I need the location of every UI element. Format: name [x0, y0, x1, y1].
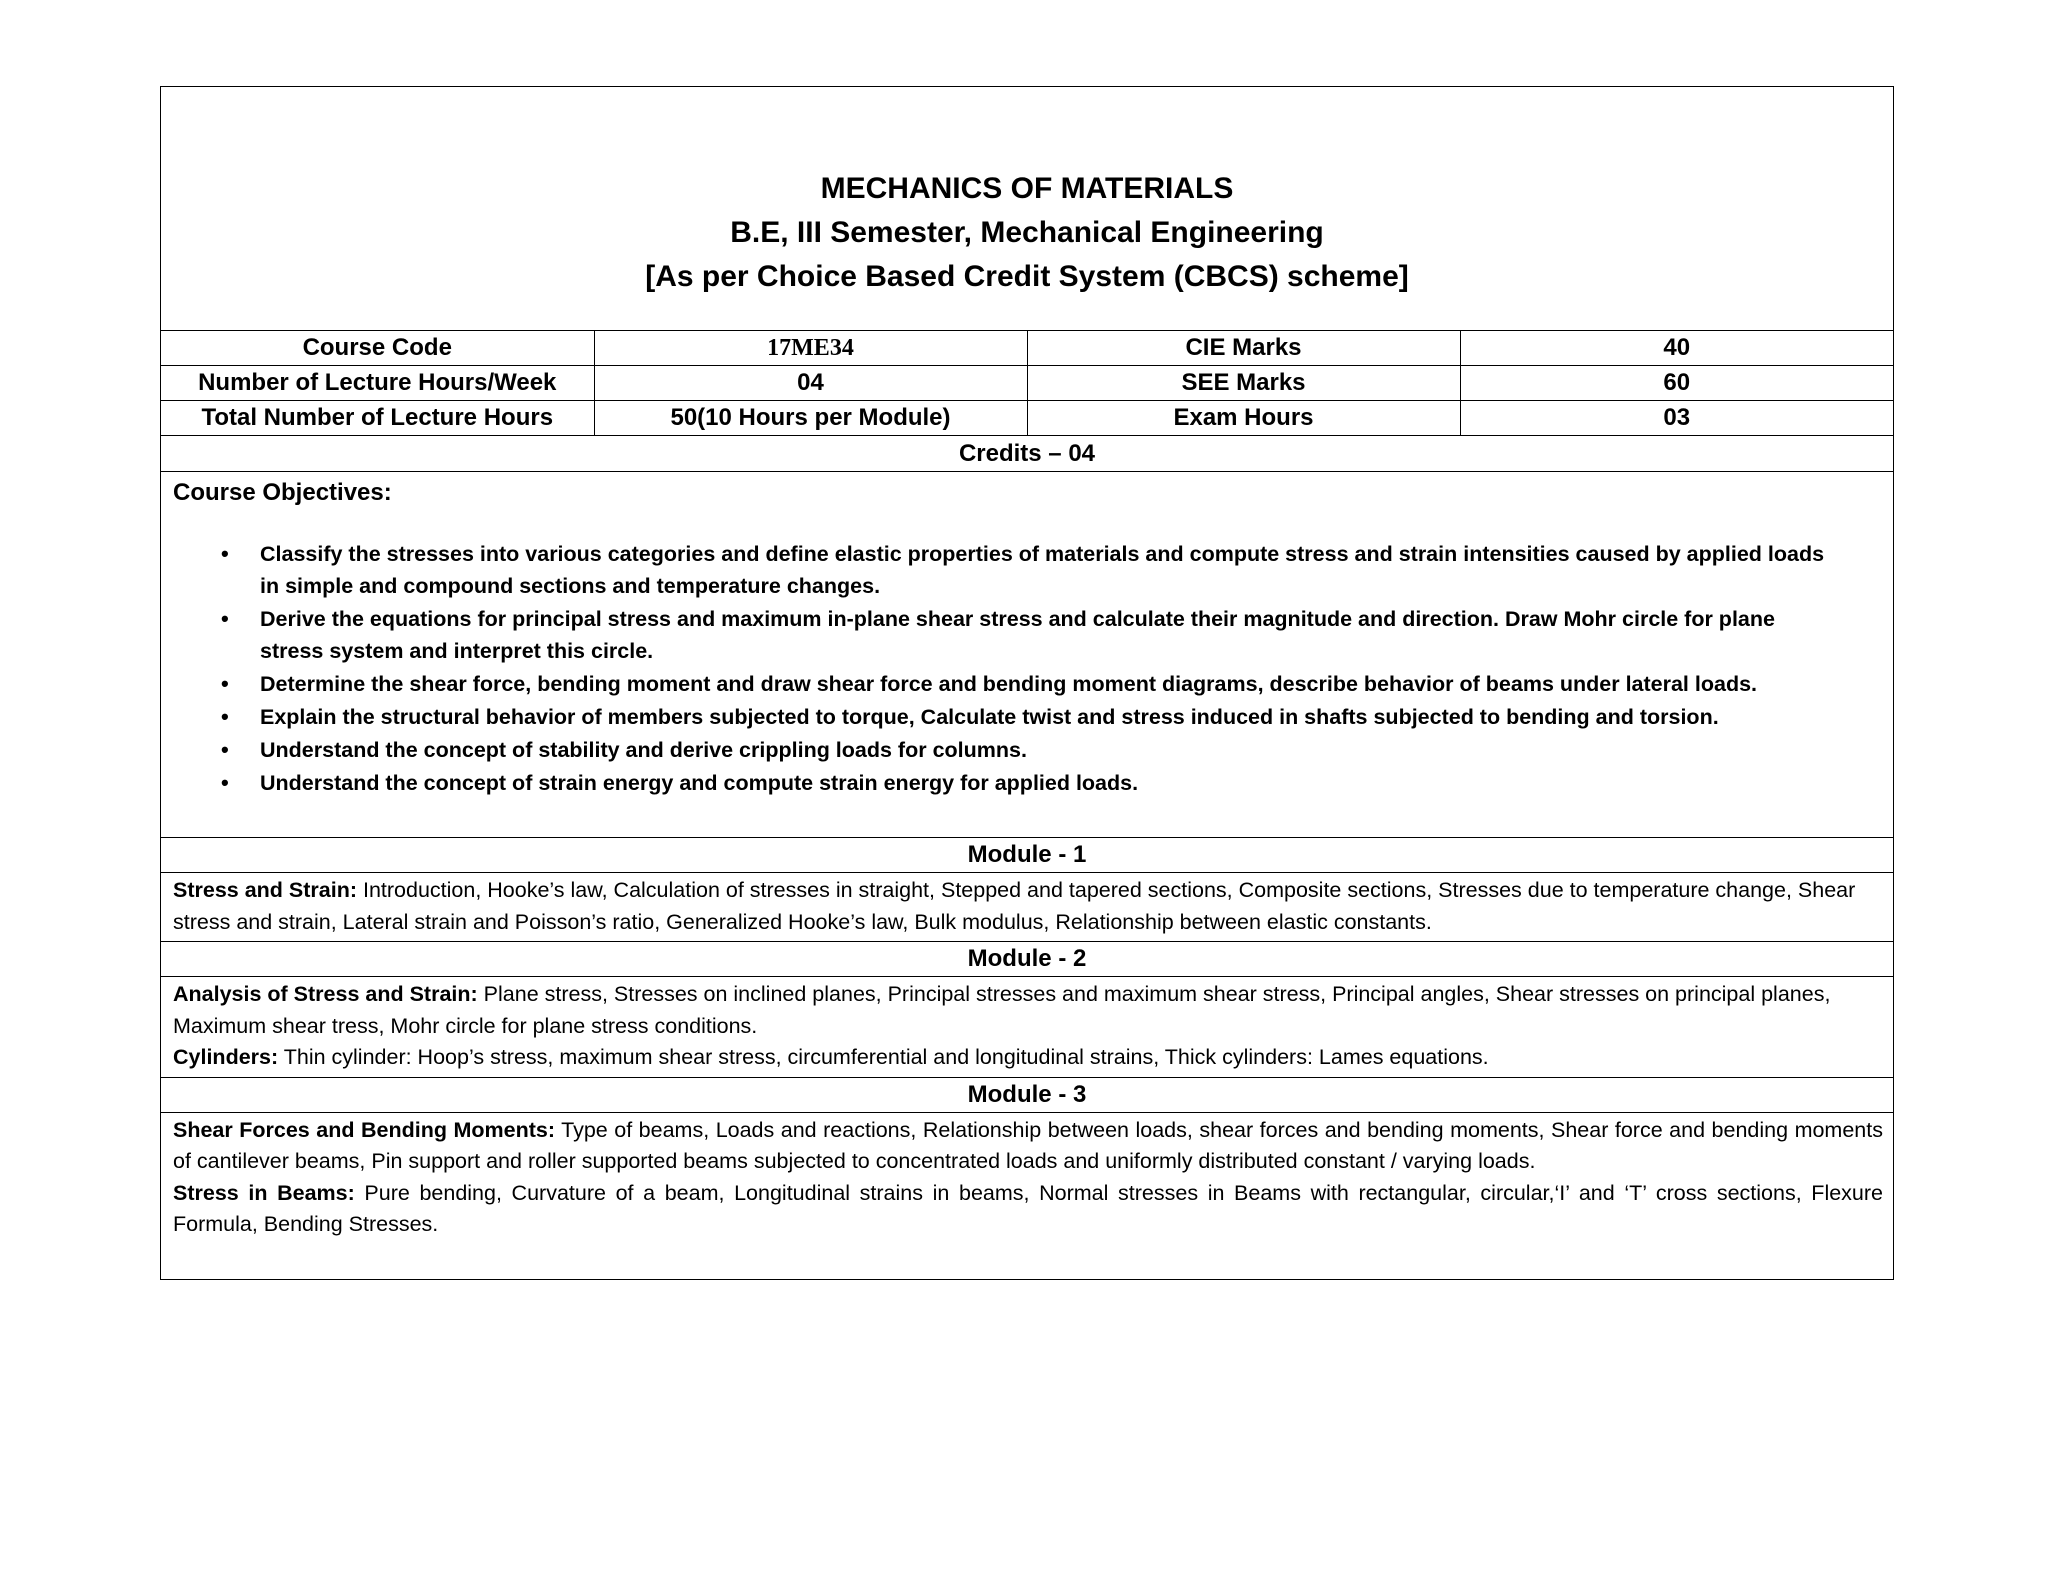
objective-text: Determine the shear force, bending moment and draw shear force and bending moment diagrams, describe behavior of beams under lateral loads.: [260, 672, 1758, 696]
objectives-list: [173, 538, 1881, 799]
label-see-marks: SEE Marks: [1027, 366, 1460, 401]
topic-text: Pure bending, Curvature of a beam, Longitudinal strains in beams, Normal stresses in Beams with rectangular, circular,‘I’ and ‘T’ cross sections, Flexure Formula, Bending Stresses.: [173, 1180, 1883, 1236]
label-cie-marks: CIE Marks: [1027, 331, 1460, 366]
list-item: [173, 603, 1881, 667]
module-paragraph: [173, 979, 1883, 1042]
value-cie-marks: 40: [1460, 331, 1893, 366]
objective-text: Understand the concept of strain energy and compute strain energy for applied loads.: [260, 771, 1139, 795]
objective-text: Understand the concept of stability and derive crippling loads for columns.: [260, 738, 1027, 762]
table-row: [161, 331, 1893, 366]
label-course-code: Course Code: [161, 331, 594, 366]
module-paragraph: [173, 1115, 1883, 1178]
module-3-content: [161, 1113, 1893, 1279]
module-1-content: [161, 873, 1893, 942]
value-course-code: 17ME34: [594, 331, 1027, 366]
module-3-heading: Module - 3: [161, 1078, 1893, 1113]
list-item: [173, 701, 1881, 733]
course-scheme: [As per Choice Based Credit System (CBCS) scheme]: [645, 260, 1409, 293]
topic-text: Thin cylinder: Hoop’s stress, maximum shear stress, circumferential and longitudinal strains, Thick cylinders: Lames equations.: [278, 1045, 1489, 1069]
bullet-icon: •: [221, 770, 229, 795]
list-item: [173, 734, 1881, 766]
topic-heading: Stress in Beams:: [173, 1180, 355, 1205]
topic-heading: Stress and Strain:: [173, 878, 357, 902]
value-see-marks: 60: [1460, 366, 1893, 401]
objective-text: Classify the stresses into various categories and define elastic properties of materials and compute stress and strain intensities caused by applied loads in simple and compound sections and temperature changes.: [260, 542, 1825, 598]
course-objectives-section: [161, 472, 1893, 838]
course-info-table: [161, 331, 1893, 436]
objective-text: Explain the structural behavior of members subjected to torque, Calculate twist and stress induced in shafts subjected to bending and torsion.: [260, 705, 1719, 729]
value-total-lecture-hours: 50(10 Hours per Module): [594, 401, 1027, 436]
module-paragraph: [173, 1178, 1883, 1241]
table-row: [161, 401, 1893, 436]
course-title: MECHANICS OF MATERIALS: [820, 172, 1234, 205]
topic-text: Plane stress, Stresses on inclined planes, Principal stresses and maximum shear stress, Principal angles, Shear stresses on principal planes, Maximum shear tress, Mohr circle for plane stress conditions.: [173, 982, 1831, 1038]
objective-text: Derive the equations for principal stress and maximum in-plane shear stress and calculate their magnitude and direction. Draw Mohr circle for plane stress system and interpret this circle.: [260, 607, 1775, 663]
module-paragraph: [173, 875, 1883, 938]
bullet-icon: •: [221, 541, 229, 566]
objectives-title: Course Objectives:: [173, 479, 392, 506]
topic-heading: Cylinders:: [173, 1045, 279, 1069]
bullet-icon: •: [221, 737, 229, 762]
bullet-icon: •: [221, 606, 229, 631]
label-lecture-hours-week: Number of Lecture Hours/Week: [161, 366, 594, 401]
bullet-icon: •: [221, 704, 229, 729]
course-subtitle: B.E, III Semester, Mechanical Engineering: [730, 216, 1324, 249]
label-exam-hours: Exam Hours: [1027, 401, 1460, 436]
syllabus-document: [160, 86, 1894, 1280]
module-2-content: [161, 977, 1893, 1078]
value-lecture-hours-week: 04: [594, 366, 1027, 401]
bullet-icon: •: [221, 671, 229, 696]
document-header: [161, 87, 1893, 331]
topic-text: Introduction, Hooke’s law, Calculation of stresses in straight, Stepped and tapered sections, Composite sections, Stresses due to temperature change, Shear stress and strain, Lateral strain and Poisson’s ratio, Generalized Hooke’s law, Bulk modulus, Relationship between elastic constants.: [173, 878, 1856, 934]
list-item: [173, 767, 1881, 799]
label-total-lecture-hours: Total Number of Lecture Hours: [161, 401, 594, 436]
module-paragraph: [173, 1042, 1883, 1074]
module-1-heading: Module - 1: [161, 838, 1893, 873]
credits-row: Credits – 04: [161, 436, 1893, 472]
topic-text: Type of beams, Loads and reactions, Relationship between loads, shear forces and bending moments, Shear force and bending moments of cantilever beams, Pin support and roller supported beams subjected to concentrated loads and uniformly distributed constant / varying loads.: [173, 1117, 1883, 1173]
table-row: [161, 366, 1893, 401]
module-2-heading: Module - 2: [161, 942, 1893, 977]
topic-heading: Shear Forces and Bending Moments:: [173, 1117, 556, 1142]
list-item: [173, 538, 1881, 602]
topic-heading: Analysis of Stress and Strain:: [173, 982, 478, 1006]
value-exam-hours: 03: [1460, 401, 1893, 436]
list-item: [173, 668, 1881, 700]
